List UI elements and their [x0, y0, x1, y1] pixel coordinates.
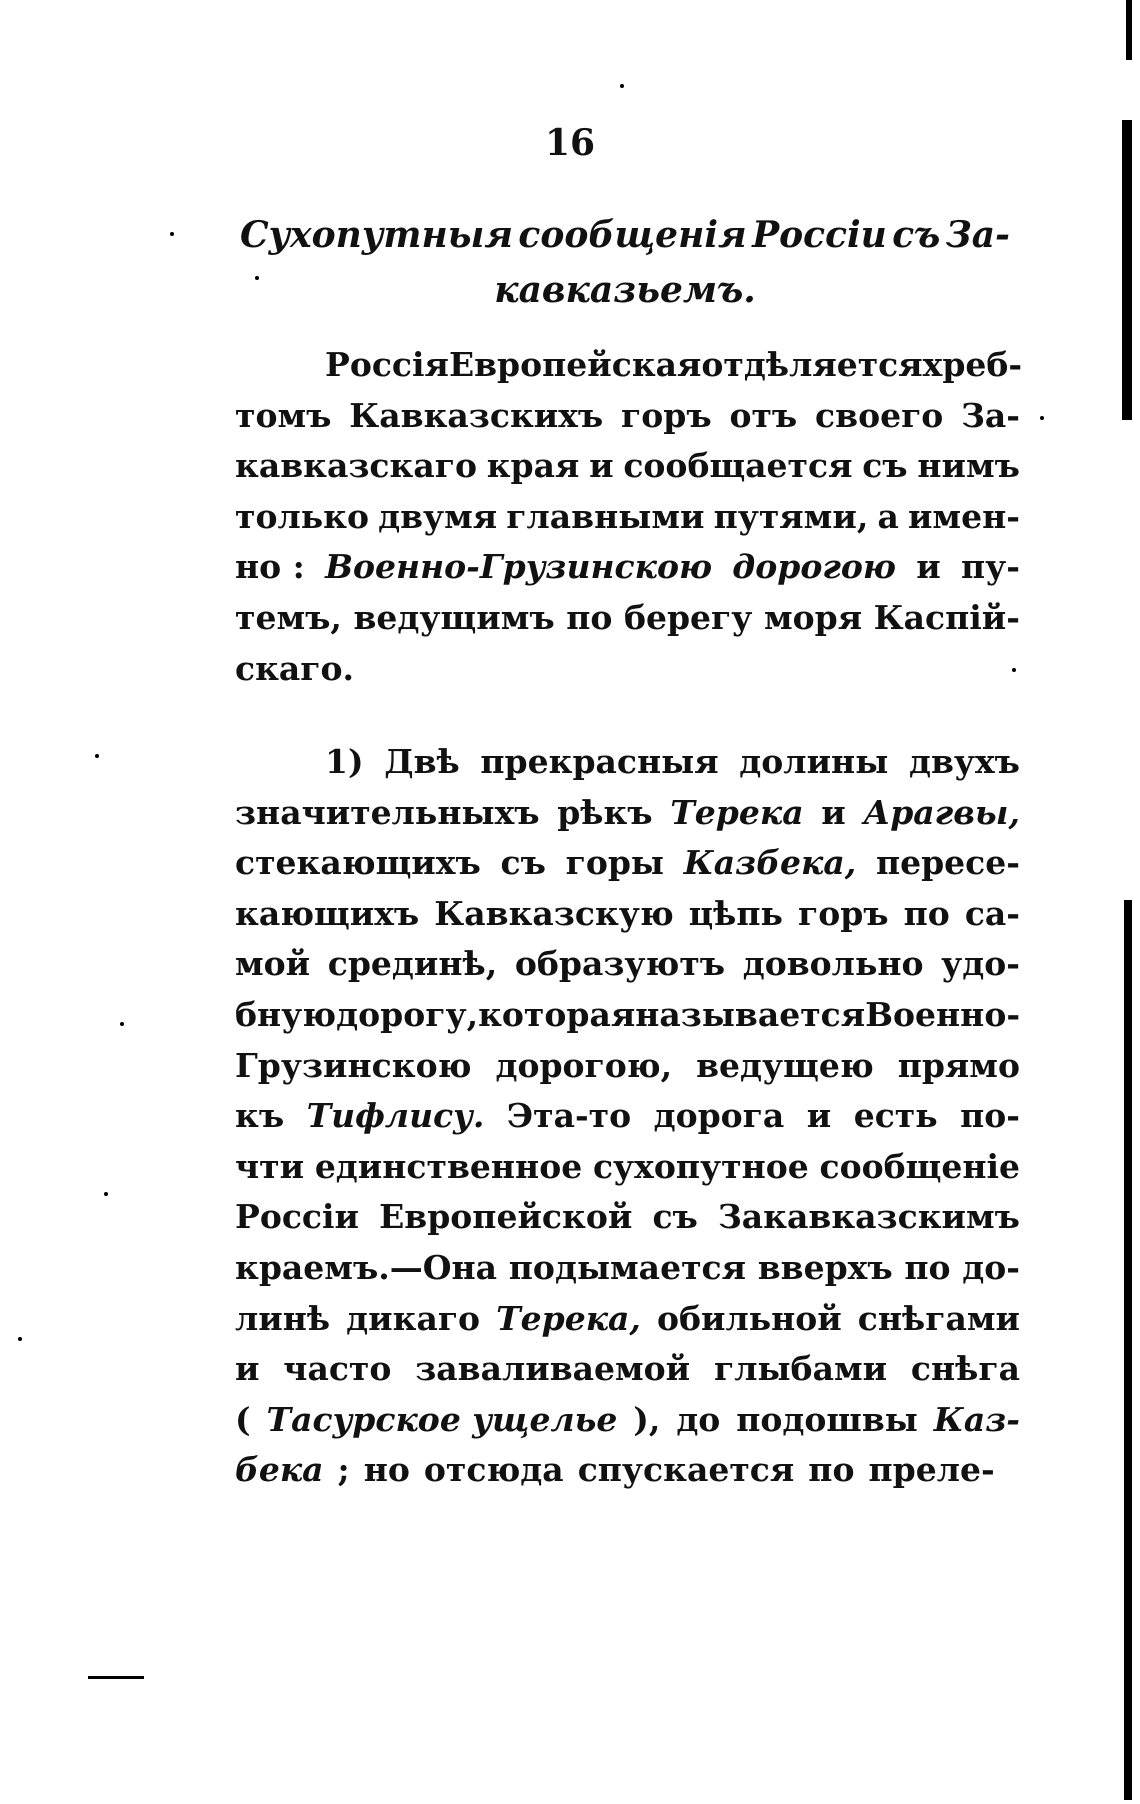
- text-line: [235, 644, 1020, 695]
- text-word: и: [235, 1349, 260, 1389]
- page-number: 16: [544, 122, 596, 164]
- text-word: обильной: [656, 1298, 842, 1338]
- text-word: бека: [235, 1450, 324, 1490]
- text-word: темъ,: [235, 597, 342, 637]
- text-word: и: [916, 547, 941, 587]
- text-word: Кавказскихъ: [349, 395, 604, 435]
- text-word: горы: [565, 843, 665, 883]
- text-word: сообщеніе: [819, 1146, 1020, 1186]
- text-word: но :: [235, 547, 305, 587]
- heading-line-2: кавказьемъ.: [494, 269, 756, 311]
- text-word: и: [806, 1096, 832, 1136]
- text-word: подымается: [508, 1247, 746, 1287]
- text-line: [235, 441, 1020, 492]
- heading-word: сообщенія: [518, 214, 747, 256]
- text-word: Тифлису.: [306, 1096, 485, 1136]
- text-line: [235, 1243, 1020, 1294]
- heading-word: За-: [945, 214, 1010, 256]
- paragraph-1: [235, 340, 1023, 694]
- text-word: 1): [325, 742, 364, 781]
- scan-dot: [1012, 668, 1016, 672]
- text-word: сухопутное: [592, 1146, 809, 1186]
- scan-dot: [18, 1337, 22, 1341]
- text-line: [235, 737, 1020, 788]
- text-line: [235, 391, 1020, 442]
- text-word: Эта-то: [506, 1096, 632, 1136]
- text-line: [235, 1344, 1020, 1395]
- text-word: до: [676, 1399, 721, 1439]
- text-word: отсюда: [423, 1450, 564, 1490]
- text-line: [235, 1192, 1020, 1243]
- text-word: дорогою,: [495, 1045, 673, 1085]
- text-word: чти: [235, 1146, 305, 1186]
- text-word: Терека,: [496, 1298, 641, 1338]
- text-word: линѣ: [235, 1298, 331, 1338]
- text-word: и: [821, 792, 846, 832]
- scan-edge-shadow: [1118, 0, 1140, 1804]
- text-word: спускается: [577, 1450, 795, 1490]
- text-word: горъ: [797, 893, 889, 933]
- heading-word: Сухопутныя: [240, 214, 513, 256]
- text-word: которая: [478, 994, 636, 1034]
- text-word: нимъ: [917, 446, 1020, 486]
- text-word: подошвы: [736, 1399, 918, 1439]
- text-word: своего: [815, 395, 944, 435]
- text-word: ),: [633, 1399, 661, 1439]
- text-word: двумя: [378, 496, 498, 536]
- text-line: [235, 340, 1023, 391]
- heading-word: Россіи: [752, 214, 887, 256]
- text-word: дорогу,: [336, 994, 479, 1034]
- section-heading: [240, 208, 1010, 318]
- text-word: вверхъ: [757, 1247, 893, 1287]
- text-word: Арагвы,: [863, 792, 1020, 832]
- text-word: края: [486, 446, 580, 486]
- text-word: Европейской: [379, 1197, 633, 1237]
- text-word: и: [589, 446, 614, 486]
- text-word: (: [235, 1399, 251, 1439]
- text-word: берегу: [623, 597, 753, 637]
- text-word: до-: [962, 1247, 1020, 1287]
- text-word: заваливаемой: [415, 1349, 691, 1389]
- text-word: срединѣ,: [327, 944, 498, 984]
- text-word: удо-: [941, 944, 1020, 984]
- text-word: дорогою: [732, 547, 896, 587]
- text-word: путями,: [713, 496, 869, 536]
- text-word: Военно-: [865, 994, 1021, 1034]
- text-word: Европейская: [448, 345, 702, 384]
- text-word: Терека: [670, 792, 804, 832]
- text-word: кающихъ: [235, 893, 420, 933]
- text-word: Двѣ: [384, 742, 460, 781]
- text-word: Россія: [325, 345, 449, 384]
- text-word: Каспій-: [873, 597, 1020, 637]
- text-word: Тасурское ущелье: [266, 1399, 618, 1439]
- text-word: только: [235, 496, 369, 536]
- text-line: [235, 939, 1020, 990]
- text-line: [235, 1395, 1020, 1446]
- text-word: съ: [862, 446, 908, 486]
- text-word: отъ: [729, 395, 798, 435]
- text-word: отдѣляется: [701, 345, 923, 384]
- text-word: снѣгами: [857, 1298, 1020, 1338]
- text-word: Каз-: [933, 1399, 1020, 1439]
- text-line: [235, 990, 1020, 1041]
- text-line: [235, 1091, 1020, 1142]
- text-word: часто: [283, 1349, 392, 1389]
- text-word: Грузинскою: [235, 1045, 472, 1085]
- text-word: пу-: [960, 547, 1020, 587]
- text-line: [235, 889, 1020, 940]
- text-word: глыбами: [713, 1349, 888, 1389]
- text-word: рѣкъ: [557, 792, 653, 832]
- text-word: Казбека,: [683, 843, 857, 883]
- text-word: по: [904, 1247, 951, 1287]
- text-word: кавказскаго: [235, 446, 477, 486]
- text-line: [235, 838, 1020, 889]
- text-word: преле-: [868, 1450, 995, 1490]
- text-word: цѣпь: [688, 893, 783, 933]
- text-word: а: [877, 496, 899, 536]
- text-word: снѣга: [910, 1349, 1020, 1389]
- text-word: ;: [337, 1450, 350, 1490]
- text-word: Закавказскимъ: [718, 1197, 1020, 1237]
- text-word: мой: [235, 944, 311, 984]
- heading-line-1: [240, 208, 1010, 263]
- text-word: Россіи: [235, 1197, 360, 1237]
- text-line: [235, 788, 1020, 839]
- text-word: сообщается: [623, 446, 853, 486]
- text-word: За-: [961, 395, 1020, 435]
- text-line: [235, 542, 1020, 593]
- text-word: краемъ.—Она: [235, 1247, 498, 1287]
- text-word: значительныхъ: [235, 792, 540, 832]
- text-word: называется: [635, 994, 866, 1034]
- text-line: [235, 1445, 1020, 1496]
- heading-word: съ: [892, 214, 941, 256]
- text-word: съ: [500, 843, 546, 883]
- text-word: главными: [506, 496, 705, 536]
- text-word: пересе-: [875, 843, 1020, 883]
- text-word: са-: [964, 893, 1020, 933]
- text-word: имен-: [907, 496, 1020, 536]
- scan-dot: [1040, 416, 1044, 420]
- scan-dot: [170, 232, 174, 236]
- text-word: по-: [960, 1096, 1020, 1136]
- text-word: довольно: [742, 944, 924, 984]
- text-word: по: [903, 893, 950, 933]
- text-word: прекрасныя: [480, 742, 719, 781]
- text-line: [235, 492, 1020, 543]
- text-word: ведущею: [696, 1045, 874, 1085]
- text-line: [235, 1294, 1020, 1345]
- text-word: долины: [739, 742, 889, 781]
- text-word: скаго.: [235, 648, 355, 688]
- text-word: но: [363, 1450, 410, 1490]
- text-word: моря: [763, 597, 863, 637]
- paragraph-2: [235, 737, 1020, 1496]
- text-word: бную: [235, 994, 337, 1034]
- text-word: Военно-Грузинскою: [325, 547, 713, 587]
- scan-dot: [255, 276, 259, 280]
- text-word: по: [808, 1450, 855, 1490]
- text-word: съ: [652, 1197, 698, 1237]
- text-word: дорога: [653, 1096, 785, 1136]
- text-line: [235, 1041, 1020, 1092]
- text-word: есть: [853, 1096, 938, 1136]
- text-word: прямо: [897, 1045, 1020, 1085]
- text-word: горъ: [621, 395, 712, 435]
- text-word: дикаго: [346, 1298, 481, 1338]
- scan-dot: [95, 754, 99, 758]
- text-word: хреб-: [922, 345, 1023, 384]
- text-word: двухъ: [908, 742, 1020, 781]
- text-word: томъ: [235, 395, 332, 435]
- text-word: образуютъ: [514, 944, 726, 984]
- text-word: Кавказскую: [434, 893, 674, 933]
- scan-mark: [88, 1676, 144, 1679]
- scan-dot: [620, 84, 624, 88]
- text-word: стекающихъ: [235, 843, 481, 883]
- scan-dot: [104, 1192, 108, 1196]
- text-word: по: [566, 597, 613, 637]
- text-word: единственное: [314, 1146, 583, 1186]
- text-word: ведущимъ: [353, 597, 555, 637]
- text-word: къ: [235, 1096, 285, 1136]
- scan-dot: [120, 1022, 124, 1026]
- text-line: [235, 1142, 1020, 1193]
- text-line: [235, 593, 1020, 644]
